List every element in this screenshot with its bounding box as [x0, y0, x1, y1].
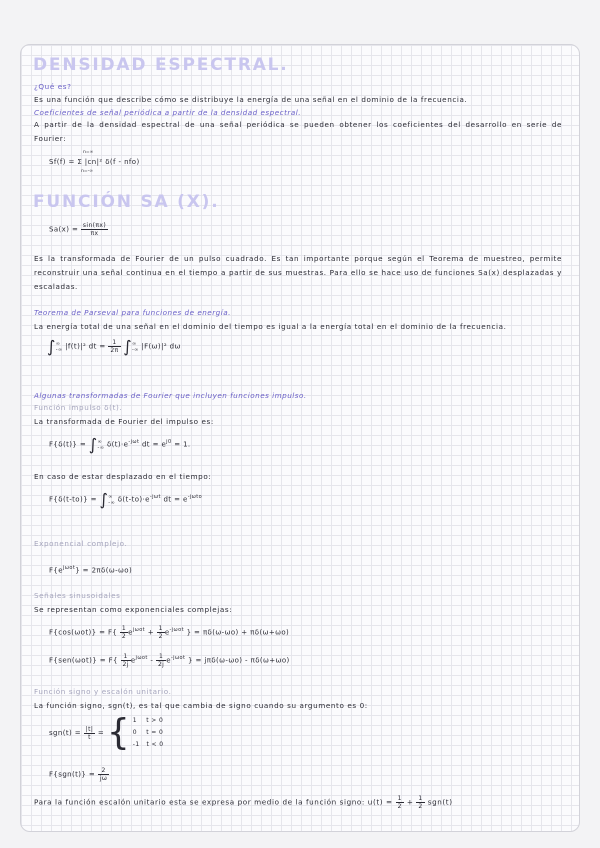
eq-parseval-num: 1 — [108, 339, 120, 347]
eq-cos-right: } = πδ(ω-ωo) + πδ(ω+ωo) — [186, 628, 290, 637]
subtitle-senales-sinusoidales: Señales sinusoidales — [34, 591, 121, 600]
lim-top: ∞ — [131, 340, 137, 347]
eq-parseval-den: 2π — [110, 347, 119, 354]
escalon-text: Para la función escalón unitario esta se expresa por medio de la función signo: u(t) = — [34, 797, 393, 807]
twoj-fraction — [156, 653, 166, 668]
eq-imp-left: F{δ(t)} = — [49, 440, 87, 449]
sgn-case-zero: 0 t = 0 — [132, 729, 164, 736]
frac-den: 2j — [122, 661, 129, 668]
half-fraction — [120, 625, 128, 640]
escalon-end: sgn(t) — [427, 797, 453, 807]
eq-desp-integrand: δ(t-to)·e — [117, 495, 150, 504]
eq-desp-exp2: -jωto — [187, 494, 203, 501]
limits — [132, 341, 139, 353]
frac-den: 2 — [418, 803, 423, 810]
eq-fsgn-left: F{sgn(t)} = — [49, 770, 96, 779]
sgn-case-positive: 1 t > 0 — [132, 717, 164, 724]
eq-sa-numerator: sin(πx) — [82, 222, 107, 229]
lim-bot: -∞ — [97, 444, 105, 451]
subtitle-coeficientes: Coeficientes de señal periódica a partir de la densidad espectral. — [34, 108, 302, 117]
half-fraction — [396, 795, 404, 810]
twoj-fraction — [121, 653, 131, 668]
eq-desp-exp: -jωt — [149, 494, 161, 501]
brace-icon: { — [106, 712, 131, 753]
frac-den: 2 — [121, 633, 127, 640]
sa-description: Es la transformada de Fourier de un pulso cuadrado. Es tan importante porque según el Teorema de muestreo, permite reconstruir una señal continua en el tiempo a partir de sus muestras. Para ello se hace uso de funciones Sa(x) desplazadas y escaladas. — [34, 254, 562, 291]
eq-imp-end: dt = e — [141, 440, 167, 449]
title-funcion-sa: FUNCIÓN SA (X). — [33, 192, 220, 212]
eq-imp-exp: -jωt — [128, 439, 140, 446]
eq-imp-integrand: δ(t)·e — [106, 440, 129, 449]
title-densidad-espectral: DENSIDAD ESPECTRAL. — [33, 55, 289, 75]
desplazado-text: En caso de estar desplazado en el tiempo: — [34, 472, 212, 481]
limits — [56, 341, 63, 353]
eq-sin-left: F{sen(ωot)} = F{ — [49, 656, 118, 665]
integral-sign-icon: ∫ — [123, 337, 132, 356]
limits — [98, 439, 105, 451]
signo-text: La función signo, sgn(t), es tal que cambia de signo cuando su argumento es 0: — [34, 701, 368, 710]
frac-den: 2 — [158, 633, 163, 640]
eq-exp-sup: jωot — [63, 565, 76, 571]
lim-bot: -∞ — [108, 499, 116, 506]
exp-base: e — [128, 628, 133, 637]
lim-bot: -∞ — [55, 346, 63, 353]
lim-top: ∞ — [108, 493, 113, 500]
frac-den: 2 — [397, 803, 402, 810]
eq-sin-minus: - — [150, 656, 154, 665]
frac-num: 1 — [397, 795, 402, 802]
frac-num: 1 — [156, 653, 166, 661]
subtitle-transformadas: Algunas transformadas de Fourier que incluyen funciones impulso. — [34, 391, 307, 400]
lim-top: ∞ — [97, 438, 103, 445]
coeficientes-text: A partir de la densidad espectral de una señal periódica se pueden obtener los coeficientes del desarrollo en serie de Fourier: — [34, 120, 562, 143]
frac-den: t — [88, 733, 91, 741]
eq-sf-upper-limit: n=∞ — [83, 150, 94, 155]
eq-sin-right: } = jπδ(ω-ωo) - πδ(ω+ωo) — [188, 656, 290, 665]
sgn-cases — [133, 715, 164, 751]
frac-num: 1 — [121, 625, 127, 632]
eq-cos-left: F{cos(ωot)} = F{ — [49, 628, 118, 637]
eq-fsgn-fraction — [98, 767, 110, 782]
notes-page — [20, 44, 580, 832]
exp-sup: -jωot — [170, 655, 186, 662]
eq-sgn — [49, 712, 164, 753]
eq-seno — [49, 653, 290, 668]
exp-base: e — [166, 656, 171, 665]
eq-sa-fraction — [81, 222, 108, 237]
half-fraction — [157, 625, 165, 640]
eq-sgn-equals: = — [97, 729, 105, 737]
eq-sgn-fraction — [84, 726, 96, 741]
integral-sign-icon: ∫ — [88, 435, 98, 454]
frac-num: 1 — [158, 625, 163, 632]
frac-den: 2j — [157, 661, 165, 668]
eq-exp-left: F{e — [49, 566, 63, 575]
exp-sup: -jωot — [169, 627, 184, 634]
subtitle-signo-escalon: Función signo y escalón unitario. — [34, 687, 172, 696]
eq-sa-lhs: Sa(x) = — [49, 225, 79, 234]
frac-num: 1 — [121, 653, 131, 661]
exp-sup: jωot — [135, 655, 148, 662]
eq-exponencial — [49, 565, 132, 574]
eq-desp-left: F{δ(t-to)} = — [49, 495, 97, 504]
eq-sf-lower-limit: n=-∞ — [81, 169, 93, 174]
half-fraction — [416, 795, 424, 810]
subtitle-exponencial: Exponencial complejo. — [34, 539, 128, 548]
limits — [108, 494, 115, 506]
impulso-text: La transformada de Fourier del impulso es: — [34, 417, 214, 426]
subtitle-impulso: Función impulso δ(t). — [34, 403, 123, 412]
eq-imp-exp2: j0 — [166, 439, 172, 446]
escalon-plus: + — [406, 797, 414, 807]
exp-base: e — [130, 656, 136, 665]
eq-impulso-desplazado — [49, 490, 202, 509]
integral-sign-icon: ∫ — [99, 490, 109, 509]
parseval-text: La energía total de una señal en el dominio del tiempo es igual a la energía total en el dominio de la frecuencia. — [34, 322, 507, 331]
exp-sup: jωot — [132, 627, 146, 634]
eq-imp-final: = 1. — [174, 440, 191, 449]
eq-exp-right: } = 2πδ(ω-ωo) — [75, 566, 133, 575]
eq-impulso — [49, 435, 191, 454]
eq-parseval-fraction — [108, 339, 120, 354]
eq-parseval-left: |f(t)|² dt = — [65, 342, 106, 351]
frac-num: |t| — [85, 725, 94, 733]
integral-sign-icon: ∫ — [47, 337, 56, 356]
frac-num: 1 — [418, 795, 423, 802]
eq-parseval-right: |F(ω)|² dω — [141, 342, 181, 351]
eq-sa-denominator: πx — [90, 230, 99, 237]
sgn-case-negative: -1 t < 0 — [132, 741, 164, 748]
eq-desp-end: dt = e — [163, 495, 188, 504]
definition-text: Es una función que describe cómo se distribuye la energía de una señal en el dominio de la frecuencia. — [34, 95, 468, 104]
question-que-es: ¿Qué es? — [34, 82, 72, 91]
frac-den: jω — [99, 775, 108, 782]
eq-sa — [49, 222, 108, 237]
subtitle-parseval: Teorema de Parseval para funciones de energía. — [34, 308, 231, 317]
eq-sf — [49, 158, 140, 166]
eq-sgn-left: sgn(t) = — [49, 729, 82, 737]
lim-bot: -∞ — [131, 346, 139, 353]
eq-sf-body: Sf(f) = Σ |cn|² δ(f - nfo) — [49, 158, 140, 166]
sinusoidales-text: Se representan como exponenciales complejas: — [34, 605, 233, 614]
frac-num: 2 — [98, 767, 110, 775]
eq-parseval — [47, 337, 181, 356]
escalon-line — [34, 795, 453, 810]
lim-top: ∞ — [55, 340, 61, 347]
eq-cos-plus: + — [147, 628, 154, 637]
eq-fourier-sgn — [49, 767, 109, 782]
exp-base: e — [164, 628, 170, 637]
eq-coseno — [49, 625, 289, 640]
